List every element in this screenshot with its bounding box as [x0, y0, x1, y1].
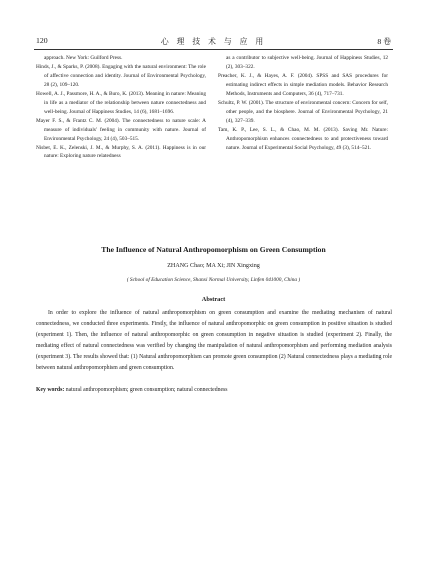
- reference-item: Tam, K. P., Lee, S. L., & Chao, M. M. (2013). Saving Mr. Nature: Anthropomorphism enhances connectedness to and protectiveness toward nature. Journal of Experimental Social Psychology, 49 (3), 514–521.: [218, 126, 388, 151]
- running-header: [34, 33, 393, 50]
- references-right-column: [218, 54, 388, 152]
- references-left-column: [36, 54, 206, 161]
- affiliation: ( School of Education Science, Shanxi Normal University, Linfen 041000, China ): [126, 277, 301, 283]
- keywords-label: Key words:: [36, 387, 65, 393]
- reference-item: Hinds, J., & Sparks, P. (2008). Engaging with the natural environment: The role of affective connection and identity. Journal of Environmental Psychology, 28 (2), 109–120.: [36, 63, 206, 88]
- reference-item: Howell, A. J., Passmore, H. A., & Buro, K. (2013). Meaning in nature: Meaning in life as a mediator of the relationship between nature connectedness and well-being. Journal of Happiness Studies, 14 (6), 1681–1696.: [36, 90, 206, 115]
- journal-name: 心 理 技 术 与 应 用: [160, 37, 267, 46]
- page-number: 120: [36, 36, 48, 45]
- reference-item: Schultz, P. W. (2001). The structure of environmental concern: Concern for self, other people, and the biosphere. Journal of Environmental Psychology, 21 (4), 327–339.: [218, 99, 388, 124]
- article-title: The Influence of Natural Anthropomorphism on Green Consumption: [101, 245, 326, 254]
- reference-item: Preacher, K. J., & Hayes, A. F. (2004). SPSS and SAS procedures for estimating indirect effects in simple mediation models. Behavior Research Methods, Instruments and Computers, 36 (4), 717–731.: [218, 72, 388, 97]
- author-list: ZHANG Chao; MA Xi; JIN Xingxing: [167, 263, 260, 269]
- keywords-text: natural anthropomorphism; green consumption; natural connectedness: [64, 387, 228, 393]
- abstract-text: In order to explore the influence of natural anthropomorphism on green consumption and examine the mediating mechanism of natural connectedness, we conducted three experiments. Firstly, the influence of natural anthropomorphic on green consumption in positive situation is studied (experiment 1). Then, the influence of natural anthropomorphic on green consumption in negative situation is studied (experiment 2). Finally, the mediating effect of natural connectedness was verified by changing the manipulation of natural anthropomorphism and performing mediation analysis (experiment 3). The results showed that: (1) Natural anthropomorphism can promote green consumption (2) Natural connectedness plays a mediating role between natural anthropomorphism and green consumption.: [36, 310, 392, 372]
- volume-number: 8 卷: [377, 37, 391, 46]
- reference-item: approach. New York: Guilford Press.: [44, 55, 123, 61]
- reference-item: as a contributor to subjective well-being. Journal of Happiness Studies, 12 (2), 303–322.: [226, 55, 388, 70]
- abstract-heading: Abstract: [201, 296, 226, 303]
- keywords-line: [36, 385, 392, 396]
- reference-item: Mayer F. S., & Frantz C. M. (2004). The connectedness to nature scale: A measure of individuals' feeling in community with nature. Journal of Environmental Psychology, 24 (4), 503–515.: [36, 117, 206, 142]
- reference-item: Nisbet, E. K., Zelenski, J. M., & Murphy, S. A. (2011). Happiness is in our nature: Exploring nature relatedness: [36, 144, 206, 160]
